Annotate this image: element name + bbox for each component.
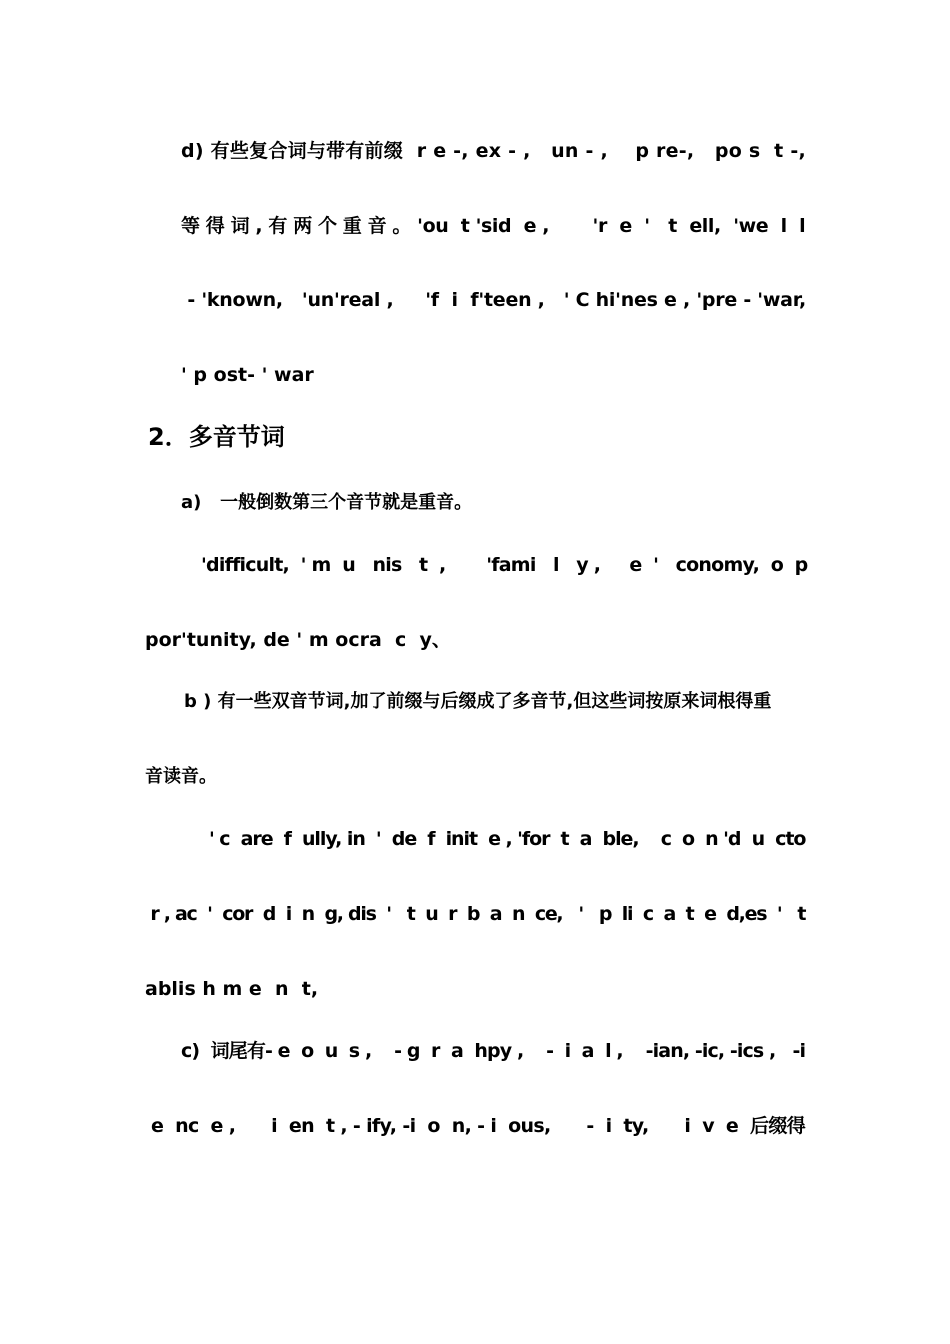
paragraph-line-b-1: b ) 有一些双音节词,加了前缀与后缀成了多音节,但这些词按原来词根得重 <box>184 691 772 712</box>
paragraph-line-d-4: ' p ost- ' war <box>181 364 314 386</box>
paragraph-line-d-3: - 'known, 'un'real , 'f i f'teen , ' C hi'nes e , 'pre - 'war, <box>181 289 806 311</box>
paragraph-line-b-4: r , ac ' cor d i n g, dis ' t u r b a n ce, ' p li c a t e d,es ' t <box>145 903 806 925</box>
paragraph-line-b-2: 音读音。 <box>145 766 217 787</box>
paragraph-line-d-1: d) 有些复合词与带有前缀 r e -, ex - , un - , p re-, po s t -, <box>181 140 806 162</box>
paragraph-line-a-1: a) 一般倒数第三个音节就是重音。 <box>181 492 473 513</box>
paragraph-line-b-5: ablis h m e n t, <box>145 978 319 1000</box>
paragraph-line-d-2: 等 得 词 , 有 两 个 重 音 。 'ou t 'sid e , 'r e ' t ell, 'we l l <box>181 215 806 237</box>
section-heading-polysyllabic: 2．多音节词 <box>148 423 285 451</box>
paragraph-line-c-2: e nc e , i en t , - ify, -i o n, - i ous, - i ty, i v e 后缀得 <box>145 1115 806 1137</box>
paragraph-line-a-3: por'tunity, de ' m ocra c y、 <box>145 629 451 651</box>
paragraph-line-b-3: ' c are f ully, in ' de f init e , 'for t a ble, c o n 'd u cto <box>209 828 806 850</box>
paragraph-line-c-1: c) 词尾有- e o u s , - g r a hpy , - i a l , -ian, -ic, -ics , -i <box>181 1040 806 1062</box>
paragraph-line-a-2: 'difficult, ' m u nis t , 'fami l y , e ' conomy, o p <box>201 554 808 576</box>
